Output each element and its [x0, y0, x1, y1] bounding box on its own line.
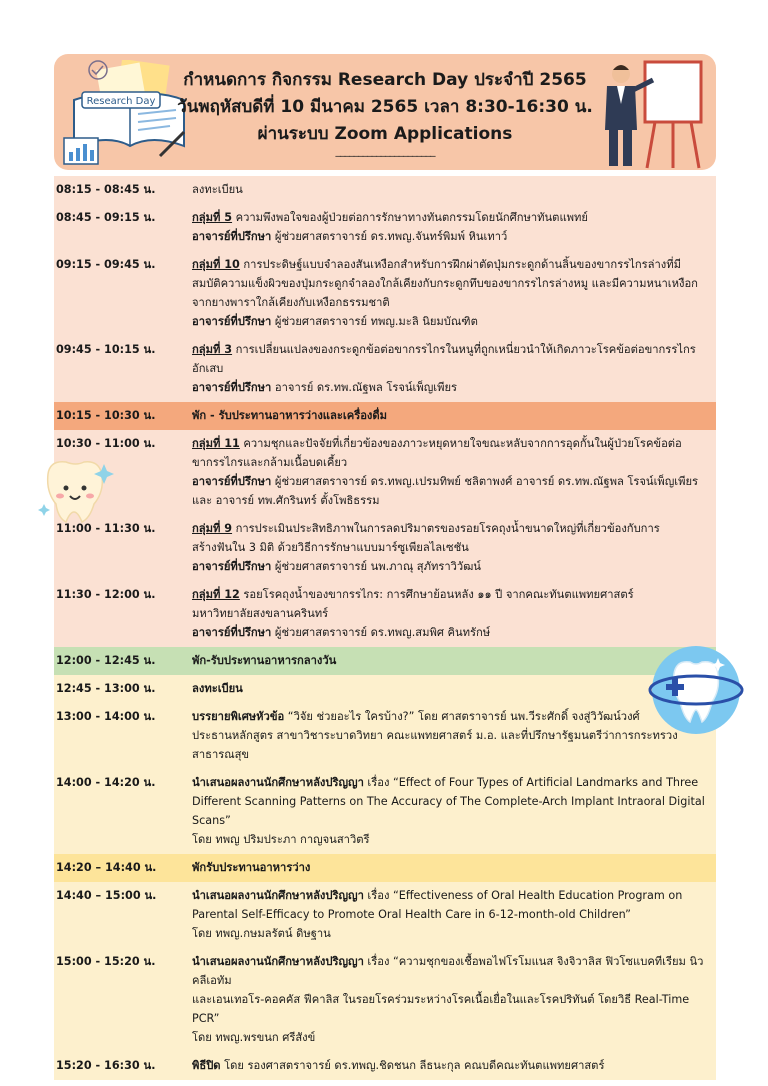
schedule-content — [192, 882, 716, 948]
schedule-time: 08:45 - 09:15 น. — [56, 211, 156, 224]
group-label: กลุ่มที่ 5 — [192, 211, 233, 224]
presenter-illustration — [599, 56, 715, 170]
line-text: “วิจัย ช่วยอะไร ใครบ้าง?” โดย ศาสตราจารย์ นพ.วีระศักดิ์ จงสู่วิวัฒน์วงศ์ — [284, 710, 640, 723]
schedule-content — [192, 854, 716, 882]
schedule-line — [192, 726, 712, 764]
schedule-line — [192, 858, 712, 877]
line-text: เรื่อง “ความชุกของเชื้อพอไฟโรโมแนส จิงจิวาลิส ฟิวโซแบคทีเรียม นิวคลีเอทัม — [192, 955, 704, 987]
schedule-line — [192, 208, 712, 227]
line-text: ผู้ช่วยศาสตราจารย์ นพ.ภาณุ สุภัทราวิวัฒน์ — [271, 560, 481, 573]
schedule-line — [192, 519, 712, 538]
schedule-row — [54, 769, 716, 854]
schedule-content — [192, 251, 716, 336]
schedule-line — [192, 293, 712, 312]
header-title: กำหนดการ กิจกรรม Research Day ประจำปี 2565 — [183, 70, 587, 90]
schedule-line — [192, 924, 712, 943]
line-text: ความพึงพอใจของผู้ป่วยต่อการรักษาทางทันตกรรมโดยนักศึกษาทันตแพทย์ — [232, 211, 588, 224]
schedule-time: 09:45 - 10:15 น. — [56, 343, 156, 356]
schedule-row — [54, 251, 716, 336]
schedule-line — [192, 378, 712, 397]
line-text: ลงทะเบียน — [192, 682, 243, 695]
schedule-row — [54, 675, 716, 703]
schedule-row — [54, 430, 716, 515]
schedule-line — [192, 830, 712, 849]
tooth-health-badge-icon — [648, 644, 744, 736]
schedule-line — [192, 773, 712, 792]
schedule-content — [192, 176, 716, 204]
schedule-content — [192, 402, 716, 430]
schedule-content — [192, 675, 716, 703]
line-text: การประดิษฐ์แบบจำลองสันเหงือกสำหรับการฝึกผ่าตัดปุ่มกระดูกด้านลิ้นของขากรรไกรล่างที่มี — [239, 258, 681, 271]
schedule-line — [192, 180, 712, 199]
schedule-line — [192, 472, 712, 491]
schedule-line — [192, 491, 712, 510]
line-text: Different Scanning Patterns on The Accuracy of The Complete-Arch Implant Intraoral Digital Scans” — [192, 795, 705, 827]
session-label: นำเสนอผลงานนักศึกษาหลังปริญญา — [192, 955, 364, 968]
schedule-content — [192, 430, 716, 515]
advisor-label: อาจารย์ที่ปรึกษา — [192, 230, 272, 243]
line-text: การเปลี่ยนแปลงของกระดูกข้อต่อขากรรไกรในหนูที่ถูกเหนี่ยวนำให้เกิดภาวะโรคข้อต่อขากรรไกรอักเสบ — [192, 343, 696, 375]
schedule-time: 12:45 - 13:00 น. — [56, 682, 156, 695]
schedule-content — [192, 581, 716, 647]
book-label: Research Day — [86, 96, 156, 107]
schedule-row — [54, 581, 716, 647]
header-date-time: วันพฤหัสบดีที่ 10 มีนาคม 2565 เวลา 8:30-16:30 น. — [177, 97, 593, 117]
session-label: นำเสนอผลงานนักศึกษาหลังปริญญา — [192, 776, 364, 789]
schedule-line — [192, 227, 712, 246]
schedule-line — [192, 312, 712, 331]
line-text: และเอนเทอโร-คอคคัส ฟีคาลิส ในรอยโรคร่วมระหว่างโรคเนื้อเยื่อในและโรคปริทันต์ โดยวิธี Real-Time PCR” — [192, 993, 690, 1025]
line-text: โดย ทพญ.กษมลรัตน์ ดิษฐาน — [192, 927, 331, 940]
advisor-label: อาจารย์ที่ปรึกษา — [192, 475, 272, 488]
line-text: การประเมินประสิทธิภาพในการลดปริมาตรของรอยโรคถุงน้ำขนาดใหญ่ที่เกี่ยวข้องกับการ — [232, 522, 660, 535]
schedule-content — [192, 647, 716, 675]
schedule-line — [192, 453, 712, 472]
line-text: ผู้ช่วยศาสตราจารย์ ดร.ทพญ.จันทร์พิมพ์ หินเทาว์ — [271, 230, 508, 243]
schedule-line — [192, 886, 712, 905]
schedule-line — [192, 905, 712, 924]
line-text: เรื่อง “Effectiveness of Oral Health Education Program on — [363, 889, 683, 902]
schedule-content — [192, 204, 716, 251]
line-text: ความชุกและปัจจัยที่เกี่ยวข้องของภาวะหยุดหายใจขณะหลับจากการอุดกั้นในผู้ป่วยโรคข้อต่อ — [239, 437, 682, 450]
advisor-label: อาจารย์ที่ปรึกษา — [192, 315, 272, 328]
group-label: กลุ่มที่ 12 — [192, 588, 240, 601]
schedule-line — [192, 1028, 712, 1047]
line-text: รอยโรคถุงน้ำของขากรรไกร: การศึกษาย้อนหลัง ๑๑ ปี จากคณะทันตแพทยศาสตร์ — [239, 588, 634, 601]
schedule-time: 14:40 – 15:00 น. — [56, 889, 157, 902]
schedule-time: 11:30 - 12:00 น. — [56, 588, 156, 601]
schedule-time: 11:00 - 11:30 น. — [56, 522, 156, 535]
line-text: อาจารย์ ดร.ทพ.ณัฐพล โรจน์เพ็ญเพียร — [271, 381, 458, 394]
line-text: พัก-รับประทานอาหารกลางวัน — [192, 654, 337, 667]
schedule-content — [192, 1052, 716, 1080]
schedule-time: 10:15 - 10:30 น. — [56, 409, 156, 422]
schedule-content — [192, 703, 716, 769]
group-label: กลุ่มที่ 9 — [192, 522, 233, 535]
schedule-line — [192, 557, 712, 576]
line-text: โดย ทพญ ปริมประภา กาญจนสาวิตรี — [192, 833, 370, 846]
line-text: เรื่อง “Effect of Four Types of Artificial Landmarks and Three — [363, 776, 699, 789]
header-rule: ______________________ — [335, 144, 435, 157]
schedule-line — [192, 585, 712, 604]
schedule-line — [192, 990, 712, 1028]
schedule-time: 14:00 - 14:20 น. — [56, 776, 156, 789]
group-label: กลุ่มที่ 3 — [192, 343, 233, 356]
schedule-line — [192, 538, 712, 557]
tooth-mascot-icon — [36, 456, 120, 528]
schedule-time: 14:20 – 14:40 น. — [56, 861, 157, 874]
line-text: ขากรรไกรและกล้ามเนื้อบดเคี้ยว — [192, 456, 348, 469]
schedule-line — [192, 604, 712, 623]
schedule-row — [54, 882, 716, 948]
schedule-line — [192, 792, 712, 830]
schedule-row — [54, 948, 716, 1052]
line-text: โดย รองศาสตราจารย์ ดร.ทพญ.ชิดชนก ลีธนะกุล คณบดีคณะทันตแพทยศาสตร์ — [220, 1059, 605, 1072]
session-label: บรรยายพิเศษหัวข้อ — [192, 710, 285, 723]
line-text: มหาวิทยาลัยสงขลานครินทร์ — [192, 607, 329, 620]
line-text: จากยางพาราใกล้เคียงกับเหงือกธรรมชาติ — [192, 296, 390, 309]
schedule-time: 12:00 - 12:45 น. — [56, 654, 156, 667]
schedule-line — [192, 406, 712, 425]
line-text: Parental Self-Efficacy to Promote Oral Health Care in 6-12-month-old Children” — [192, 908, 631, 921]
line-text: สร้างฟันใน 3 มิติ ด้วยวิธีการรักษาแบบมาร์ซูเพียลไลเซชัน — [192, 541, 469, 554]
schedule-time: 09:15 - 09:45 น. — [56, 258, 156, 271]
schedule-content — [192, 769, 716, 854]
schedule-line — [192, 434, 712, 453]
advisor-label: อาจารย์ที่ปรึกษา — [192, 381, 272, 394]
line-text: ผู้ช่วยศาสตราจารย์ ดร.ทพญ.เปรมทิพย์ ชลิตาพงศ์ อาจารย์ ดร.ทพ.ณัฐพล โรจน์เพ็ญเพียร — [271, 475, 699, 488]
schedule-row — [54, 854, 716, 882]
schedule-time: 15:20 - 16:30 น. — [56, 1059, 156, 1072]
header-banner — [54, 54, 716, 170]
schedule-line — [192, 679, 712, 698]
schedule-row — [54, 703, 716, 769]
schedule-content — [192, 336, 716, 402]
session-label: นำเสนอผลงานนักศึกษาหลังปริญญา — [192, 889, 364, 902]
line-text: พักรับประทานอาหารว่าง — [192, 861, 311, 874]
schedule-row — [54, 204, 716, 251]
line-text: ลงทะเบียน — [192, 183, 243, 196]
advisor-label: อาจารย์ที่ปรึกษา — [192, 560, 272, 573]
schedule-row — [54, 1052, 716, 1080]
schedule-content — [192, 948, 716, 1052]
schedule-row — [54, 647, 716, 675]
line-text: ผู้ช่วยศาสตราจารย์ ดร.ทพญ.สมพิศ คินทรักษ์ — [271, 626, 491, 639]
schedule-line — [192, 1056, 712, 1075]
schedule-time: 08:15 - 08:45 น. — [56, 183, 156, 196]
line-text: สมบัติความแข็งผิวของปุ่มกระดูกจำลองใกล้เคียงกับกระดูกทึบของขากรรไกรล่างหมู และมีความหนาเหงือก — [192, 277, 698, 290]
schedule-line — [192, 707, 712, 726]
group-label: กลุ่มที่ 11 — [192, 437, 240, 450]
line-text: และ อาจารย์ ทพ.ศักรินทร์ ตั้งโพธิธรรม — [192, 494, 380, 507]
schedule-line — [192, 340, 712, 378]
schedule-line — [192, 274, 712, 293]
line-text: ประธานหลักสูตร สาขาวิชาระบาดวิทยา คณะแพทยศาสตร์ ม.อ. และที่ปรึกษารัฐมนตรีว่าการกระทรวงสาธารณสุข — [192, 729, 678, 761]
schedule-line — [192, 623, 712, 642]
group-label: กลุ่มที่ 10 — [192, 258, 240, 271]
schedule-row — [54, 402, 716, 430]
line-text: พัก - รับประทานอาหารว่างและเครื่องดื่ม — [192, 409, 388, 422]
schedule-row — [54, 176, 716, 204]
schedule-content — [192, 515, 716, 581]
line-text: โดย ทพญ.พรขนก ศรีสังข์ — [192, 1031, 316, 1044]
schedule-row — [54, 336, 716, 402]
advisor-label: อาจารย์ที่ปรึกษา — [192, 626, 272, 639]
schedule-time: 10:30 - 11:00 น. — [56, 437, 156, 450]
schedule-line — [192, 651, 712, 670]
schedule-time: 15:00 - 15:20 น. — [56, 955, 156, 968]
session-label: พิธีปิด — [192, 1059, 221, 1072]
schedule-time: 13:00 - 14:00 น. — [56, 710, 156, 723]
schedule-row — [54, 515, 716, 581]
line-text: ผู้ช่วยศาสตราจารย์ ทพญ.มะลิ นิยมบัณฑิต — [271, 315, 478, 328]
header-platform: ผ่านระบบ Zoom Applications — [257, 124, 513, 144]
schedule-line — [192, 952, 712, 990]
schedule — [54, 176, 716, 1080]
schedule-line — [192, 255, 712, 274]
